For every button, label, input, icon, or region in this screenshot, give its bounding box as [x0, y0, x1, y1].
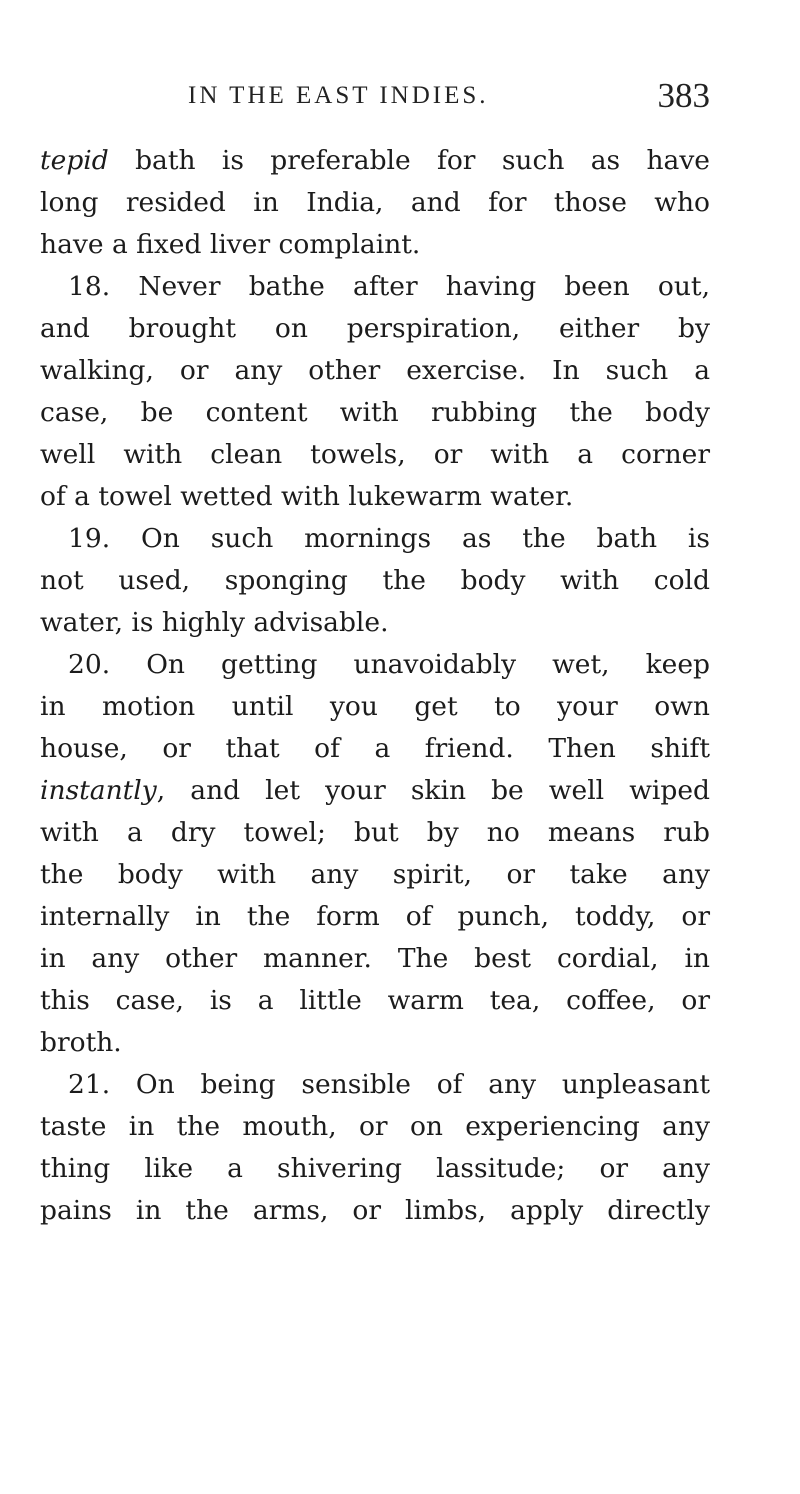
italic-text: instantly — [40, 775, 157, 806]
text-line — [40, 1190, 710, 1232]
text-line — [40, 266, 710, 308]
text-segment: 18. Never bathe after having been out, — [68, 271, 710, 302]
text-segment: of a towel wetted with lukewarm water. — [40, 481, 574, 512]
text-line — [40, 518, 710, 560]
text-line — [40, 980, 710, 1022]
text-segment: walking, or any other exercise. In such a — [40, 355, 710, 386]
text-segment: thing like a shivering lassitude; or any — [40, 1153, 710, 1184]
text-line — [40, 476, 710, 518]
text-segment: in any other manner. The best cordial, in — [40, 943, 710, 974]
text-line — [40, 728, 710, 770]
text-segment: case, be content with rubbing the body — [40, 397, 710, 428]
text-segment: 21. On being sensible of any unpleasant — [68, 1069, 710, 1100]
text-line — [40, 770, 710, 812]
running-head: IN THE EAST INDIES. — [188, 82, 489, 109]
text-segment: , and let your skin be well wiped — [156, 775, 710, 806]
text-line — [40, 308, 710, 350]
text-segment: pains in the arms, or limbs, apply directly — [40, 1195, 710, 1226]
text-line — [40, 1106, 710, 1148]
text-line — [40, 686, 710, 728]
text-segment: the body with any spirit, or take any — [40, 859, 710, 890]
page-number: 383 — [657, 76, 710, 115]
text-line — [40, 644, 710, 686]
italic-text: tepid — [40, 145, 109, 176]
text-segment: 20. On getting unavoidably wet, keep — [68, 649, 710, 680]
text-segment: not used, sponging the body with cold — [40, 565, 710, 596]
text-segment: taste in the mouth, or on experiencing any — [40, 1111, 710, 1142]
text-segment: long resided in India, and for those who — [40, 187, 710, 218]
text-segment: house, or that of a friend. Then shift — [40, 733, 710, 764]
text-line — [40, 140, 710, 182]
text-segment: 19. On such mornings as the bath is — [68, 523, 710, 554]
body-text — [40, 140, 710, 1232]
text-segment: water, is highly advisable. — [40, 607, 389, 638]
text-line — [40, 434, 710, 476]
text-line — [40, 350, 710, 392]
text-segment: this case, is a little warm tea, coffee, or — [40, 985, 710, 1016]
text-segment: broth. — [40, 1027, 122, 1058]
text-line — [40, 392, 710, 434]
text-segment: well with clean towels, or with a corner — [40, 439, 710, 470]
text-line — [40, 182, 710, 224]
text-line — [40, 1148, 710, 1190]
text-segment: bath is preferable for such as have — [108, 145, 710, 176]
text-line — [40, 560, 710, 602]
text-line — [40, 1022, 710, 1064]
text-line — [40, 1064, 710, 1106]
text-segment: internally in the form of punch, toddy, or — [40, 901, 710, 932]
text-segment: with a dry towel; but by no means rub — [40, 817, 710, 848]
text-line — [40, 896, 710, 938]
text-segment: in motion until you get to your own — [40, 691, 710, 722]
text-line — [40, 854, 710, 896]
text-segment: and brought on perspiration, either by — [40, 313, 710, 344]
text-segment: have a fixed liver complaint. — [40, 229, 421, 260]
text-line — [40, 224, 710, 266]
page-header — [40, 76, 710, 120]
text-line — [40, 812, 710, 854]
text-line — [40, 938, 710, 980]
text-line — [40, 602, 710, 644]
